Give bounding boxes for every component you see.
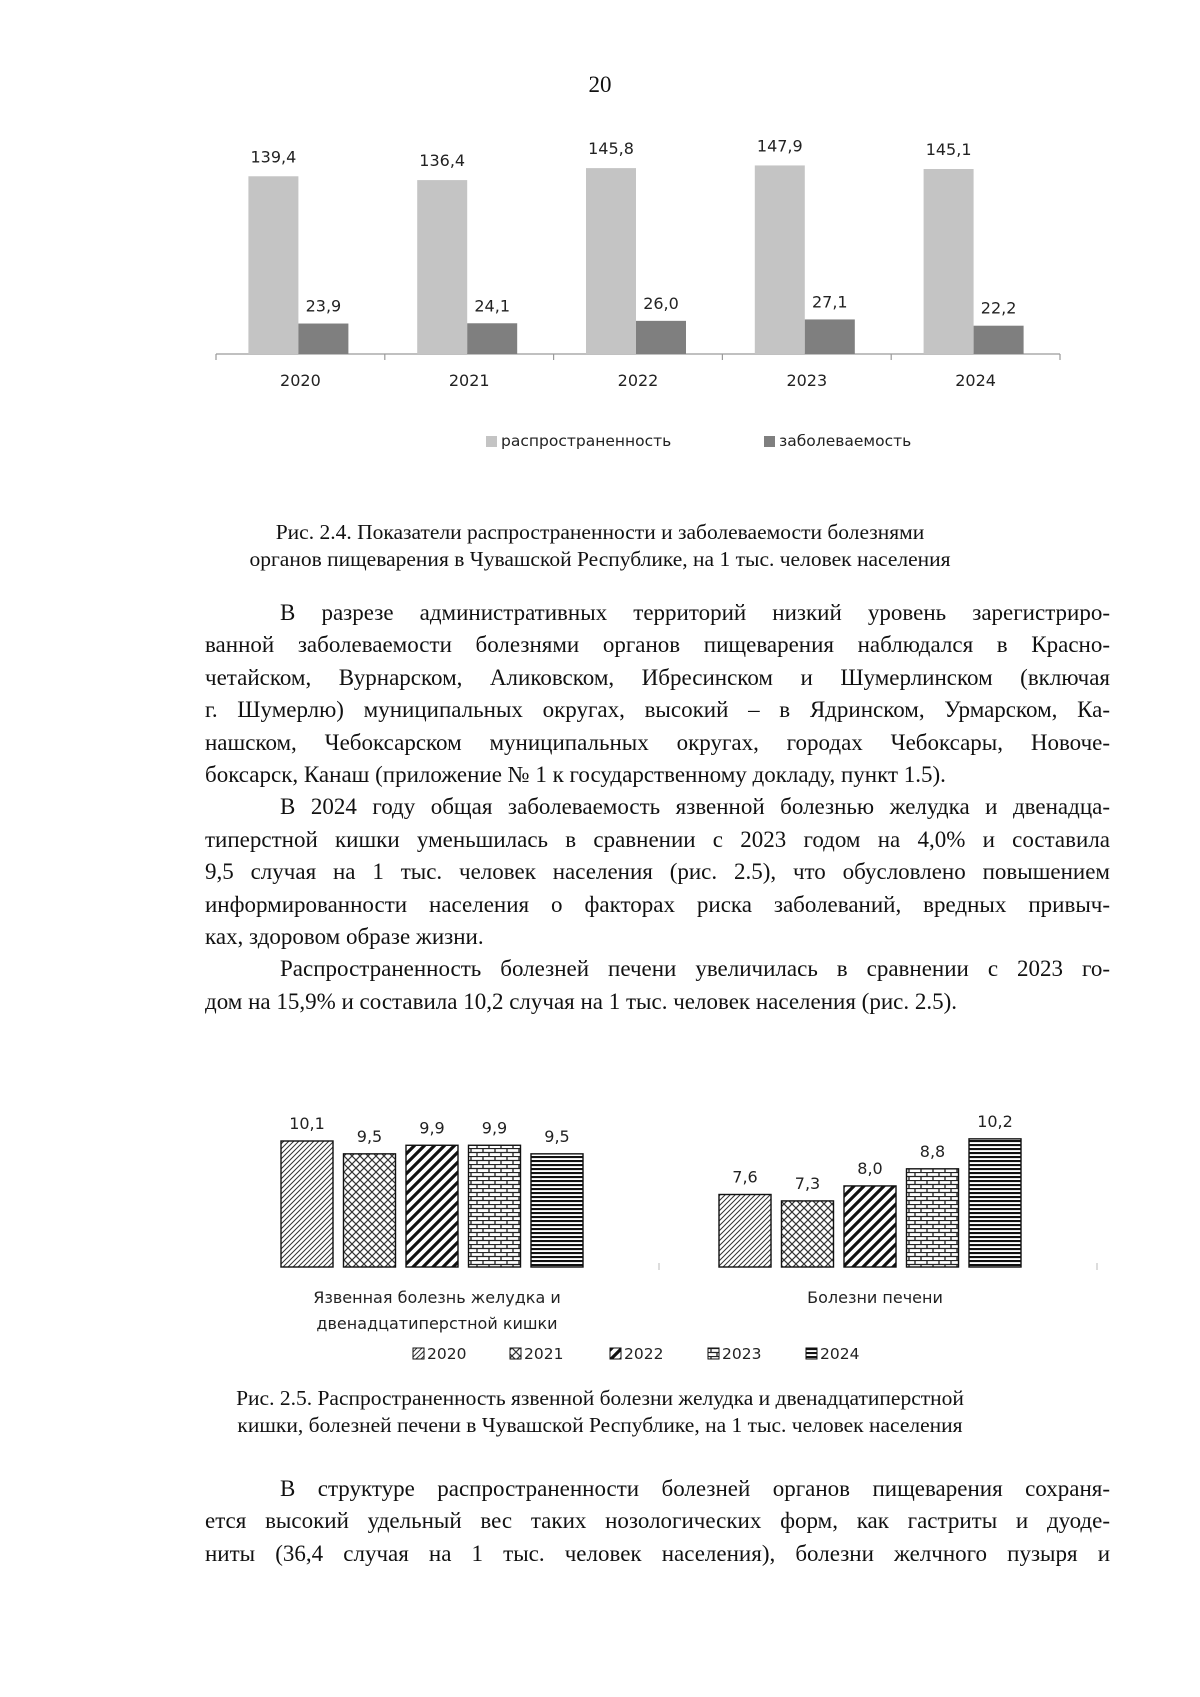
bar-2020 (281, 1141, 333, 1267)
legend-label: 2024 (820, 1345, 860, 1363)
data-label: 9,9 (481, 1118, 508, 1138)
caption-line: кишки, болезней печени в Чувашской Республике, на 1 тыс. человек населения (237, 1413, 963, 1437)
caption-line: Рис. 2.4. Показатели распространенности и заболеваемости болезнями (275, 520, 925, 544)
bar-2021 (344, 1154, 396, 1267)
paragraph-line: четайском, Вурнарском, Аликовском, Ибресинском и Шумерлинском (включая (205, 664, 1110, 690)
bar-2023 (907, 1169, 959, 1267)
bar-prevalence (924, 169, 974, 354)
paragraph-line: боксарск, Канаш (приложение № 1 к государственному докладу, пункт 1.5). (205, 761, 946, 787)
paragraph-line: 9,5 случая на 1 тыс. человек населения (рис. 2.5), что обусловлено повышением (205, 859, 1110, 885)
data-label: 145,8 (588, 139, 634, 159)
bar-2020 (719, 1195, 771, 1268)
caption-line: Рис. 2.5. Распространенность язвенной болезни желудка и двенадцатиперстной (236, 1386, 964, 1410)
paragraph-line: Распространенность болезней печени увеличилась в сравнении с 2023 го- (280, 956, 1110, 982)
legend-label: 2021 (524, 1345, 564, 1363)
legend-swatch (708, 1348, 719, 1359)
paragraph-line: типерстной кишки уменьшилась в сравнении с 2023 годом на 4,0% и составила (205, 826, 1110, 852)
prevalence-incidence-bar-chart (0, 130, 1200, 470)
data-label: 10,1 (289, 1114, 325, 1133)
paragraph-line: В 2024 году общая заболеваемость язвенной болезнью желудка и двенадца- (280, 794, 1110, 820)
figure-2-4-caption (0, 519, 1200, 573)
data-label: 9,5 (356, 1126, 383, 1146)
bar-2023 (469, 1145, 521, 1267)
page-number: 20 (588, 72, 612, 97)
legend-label: 2022 (624, 1345, 664, 1363)
bar-incidence (636, 321, 686, 354)
data-label: 26,0 (643, 293, 679, 313)
paragraph-line: г. Шумерлю) муниципальных округах, высокий – в Ядринском, Урмарском, Ка- (205, 697, 1110, 723)
data-label: 9,9 (419, 1118, 445, 1138)
legend-label: 2020 (427, 1345, 467, 1363)
legend-swatch (510, 1348, 521, 1359)
ulcer-liver-bar-chart (0, 1100, 1200, 1375)
legend-swatch (764, 436, 775, 447)
paragraph-line: нашском, Чебоксарском муниципальных округах, городах Чебоксары, Новоче- (205, 729, 1110, 755)
category-label: двенадцатиперстной кишки (316, 1314, 558, 1333)
data-label: 7,6 (732, 1167, 758, 1187)
data-label: 145,1 (925, 139, 972, 159)
data-label: 139,4 (250, 147, 297, 167)
x-tick-label: 2023 (786, 371, 828, 390)
body-paragraphs (205, 597, 1110, 1018)
bar-prevalence (586, 168, 636, 354)
bar-prevalence (755, 165, 805, 354)
data-label: 27,1 (811, 292, 848, 312)
data-label: 22,2 (980, 298, 1017, 318)
data-label: 9,5 (544, 1126, 570, 1146)
paragraph-line: В разрезе административных территорий низкий уровень зарегистриро- (280, 600, 1110, 625)
data-label: 8,0 (857, 1158, 883, 1178)
category-label: Болезни печени (807, 1288, 943, 1307)
paragraph-line: ванной заболеваемости болезнями органов пищеварения наблюдался в Красно- (205, 632, 1110, 658)
data-label: 23,9 (305, 296, 342, 316)
figure-2-5-caption (0, 1385, 1200, 1439)
paragraph-line: В структуре распространенности болезней органов пищеварения сохраня- (280, 1476, 1110, 1501)
bar-2022 (844, 1186, 896, 1267)
legend-swatch (806, 1348, 817, 1359)
body-paragraphs (205, 1473, 1110, 1570)
legend-swatch (610, 1348, 621, 1359)
data-label: 10,2 (977, 1111, 1013, 1131)
data-label: 7,3 (794, 1173, 821, 1193)
data-label: 24,1 (474, 296, 511, 316)
legend-swatch (486, 436, 497, 447)
bar-incidence (974, 326, 1024, 354)
bar-2021 (782, 1201, 834, 1267)
category-label: Язвенная болезнь желудка и (313, 1288, 561, 1307)
bar-prevalence (248, 176, 298, 354)
legend-label: заболеваемость (779, 432, 912, 450)
legend-label: 2023 (722, 1345, 762, 1363)
bar-incidence (298, 324, 348, 354)
paragraph-line: дом на 15,9% и составила 10,2 случая на 1 тыс. человек населения (рис. 2.5). (205, 988, 958, 1014)
data-label: 147,9 (756, 136, 803, 156)
paragraph-line: ется высокий удельный вес таких нозологических форм, как гастриты и дуоде- (205, 1508, 1110, 1534)
caption-line: органов пищеварения в Чувашской Республике, на 1 тыс. человек населения (249, 547, 951, 571)
paragraph-line: ках, здоровом образе жизни. (205, 923, 484, 949)
data-label: 8,8 (919, 1141, 946, 1161)
bar-prevalence (417, 180, 467, 354)
paragraph-line: ниты (36,4 случая на 1 тыс. человек населения), болезни желчного пузыря и (205, 1540, 1110, 1566)
bar-2022 (406, 1145, 458, 1267)
paragraph-line: информированности населения о факторах риска заболеваний, вредных привыч- (205, 891, 1110, 917)
x-tick-label: 2024 (955, 371, 996, 390)
legend-label: распространенность (501, 432, 672, 450)
x-tick-label: 2020 (280, 371, 321, 390)
x-tick-label: 2021 (448, 371, 490, 390)
x-tick-label: 2022 (617, 371, 659, 390)
bar-incidence (805, 319, 855, 354)
data-label: 136,4 (419, 151, 466, 171)
legend-swatch (413, 1348, 424, 1359)
bar-2024 (969, 1139, 1021, 1267)
bar-incidence (467, 323, 517, 354)
bar-2024 (531, 1154, 583, 1267)
